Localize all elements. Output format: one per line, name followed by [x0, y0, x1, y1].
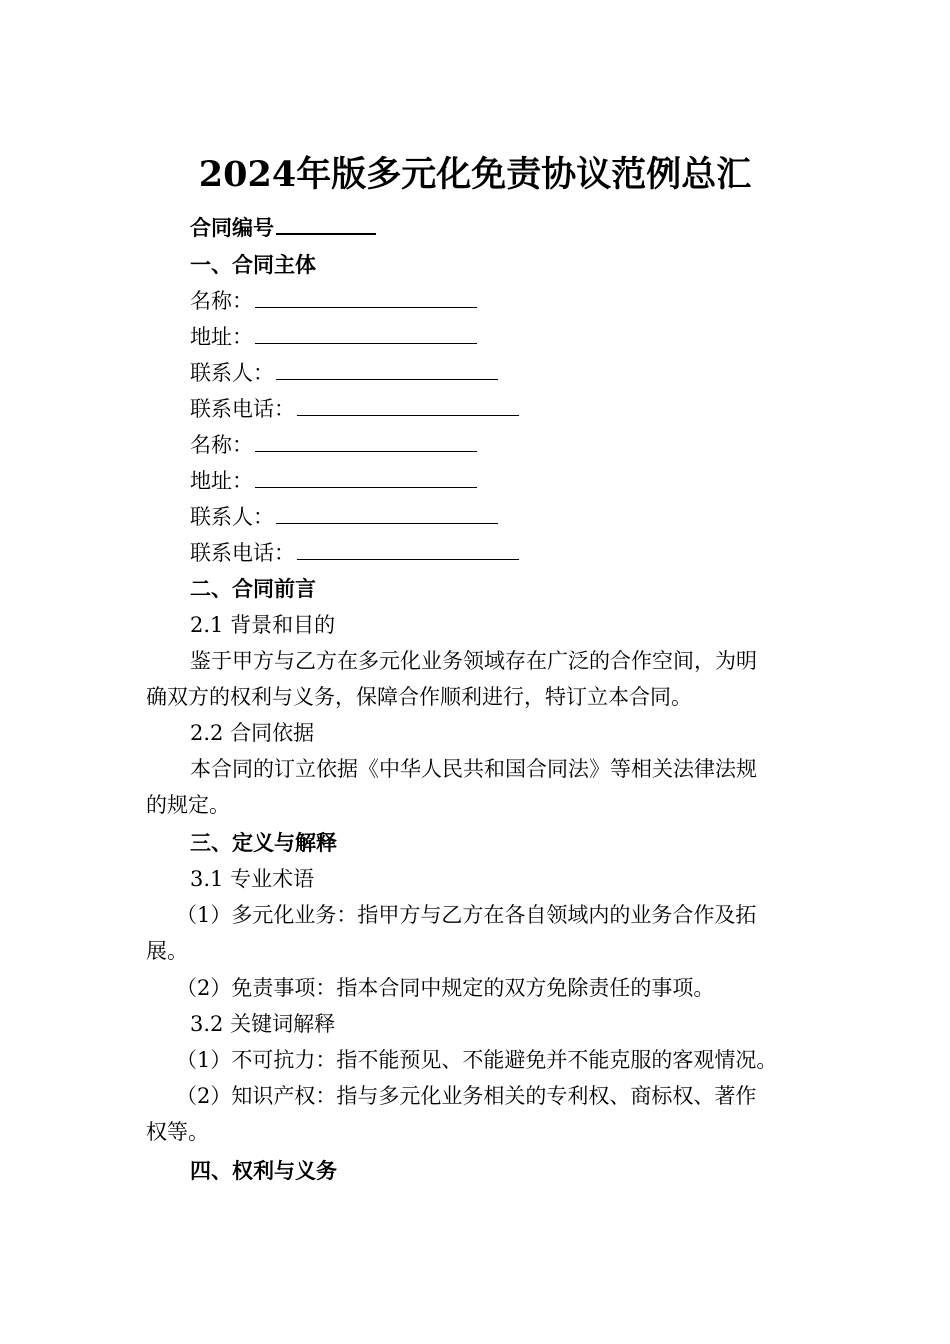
party-a-address-blank: [255, 342, 477, 344]
party-b-name-row: [146, 427, 860, 463]
section-heading-1: 一、合同主体: [190, 252, 316, 277]
party-a-name-blank: [255, 306, 477, 308]
party-a-phone-label: 联系电话：: [190, 397, 295, 421]
subsection-2-1-heading: 2.1 背景和目的: [190, 613, 336, 637]
party-b-contact-label: 联系人：: [190, 505, 274, 529]
contract-number-label: 合同编号: [190, 215, 274, 240]
subsection-3-2-heading: 3.2 关键词解释: [190, 1012, 336, 1036]
paragraph-2-2-line-1: 本合同的订立依据《中华人民共和国合同法》等相关法律法规: [190, 757, 757, 781]
party-b-phone-row: [146, 535, 860, 571]
paragraph-2-1-line-2: 确双方的权利与义务，保障合作顺利进行，特订立本合同。: [146, 685, 692, 709]
item-3-1-1-line-1: （1）多元化业务：指甲方与乙方在各自领域内的业务合作及拓: [176, 903, 757, 927]
item-3-2-2-line-1: （2）知识产权：指与多元化业务相关的专利权、商标权、著作: [176, 1084, 757, 1108]
party-b-name-label: 名称：: [190, 433, 253, 457]
party-b-contact-row: [146, 499, 860, 535]
party-b-address-blank: [255, 486, 477, 488]
party-b-address-row: [146, 463, 860, 499]
contract-number-blank: [276, 232, 376, 235]
party-b-contact-blank: [276, 522, 498, 524]
party-a-phone-blank: [297, 414, 519, 416]
document-title: 2024年版多元化免责协议范例总汇: [198, 154, 752, 195]
party-b-name-blank: [255, 450, 477, 452]
section-heading-4: 四、权利与义务: [190, 1158, 337, 1183]
item-3-1-1-line-2: 展。: [146, 939, 188, 963]
party-b-phone-blank: [297, 558, 519, 560]
item-3-2-2-line-2: 权等。: [146, 1120, 209, 1144]
party-a-address-row: [146, 319, 860, 355]
party-b-phone-label: 联系电话：: [190, 541, 295, 565]
party-a-contact-blank: [276, 378, 498, 380]
party-a-name-row: [146, 283, 860, 319]
paragraph-2-1-line-1: 鉴于甲方与乙方在多元化业务领域存在广泛的合作空间，为明: [190, 649, 757, 673]
contract-number-row: [146, 210, 860, 246]
party-a-contact-row: [146, 355, 860, 391]
item-3-1-2: （2）免责事项：指本合同中规定的双方免除责任的事项。: [176, 976, 715, 1000]
section-heading-2: 二、合同前言: [190, 576, 316, 601]
subsection-3-1-heading: 3.1 专业术语: [190, 867, 315, 891]
section-heading-3: 三、定义与解释: [190, 830, 337, 855]
item-3-2-1: （1）不可抗力：指不能预见、不能避免并不能克服的客观情况。: [176, 1048, 778, 1072]
party-b-address-label: 地址：: [190, 469, 253, 493]
party-a-address-label: 地址：: [190, 325, 253, 349]
party-a-contact-label: 联系人：: [190, 361, 274, 385]
party-a-phone-row: [146, 391, 860, 427]
subsection-2-2-heading: 2.2 合同依据: [190, 721, 315, 745]
party-a-name-label: 名称：: [190, 289, 253, 313]
paragraph-2-2-line-2: 的规定。: [146, 793, 230, 817]
